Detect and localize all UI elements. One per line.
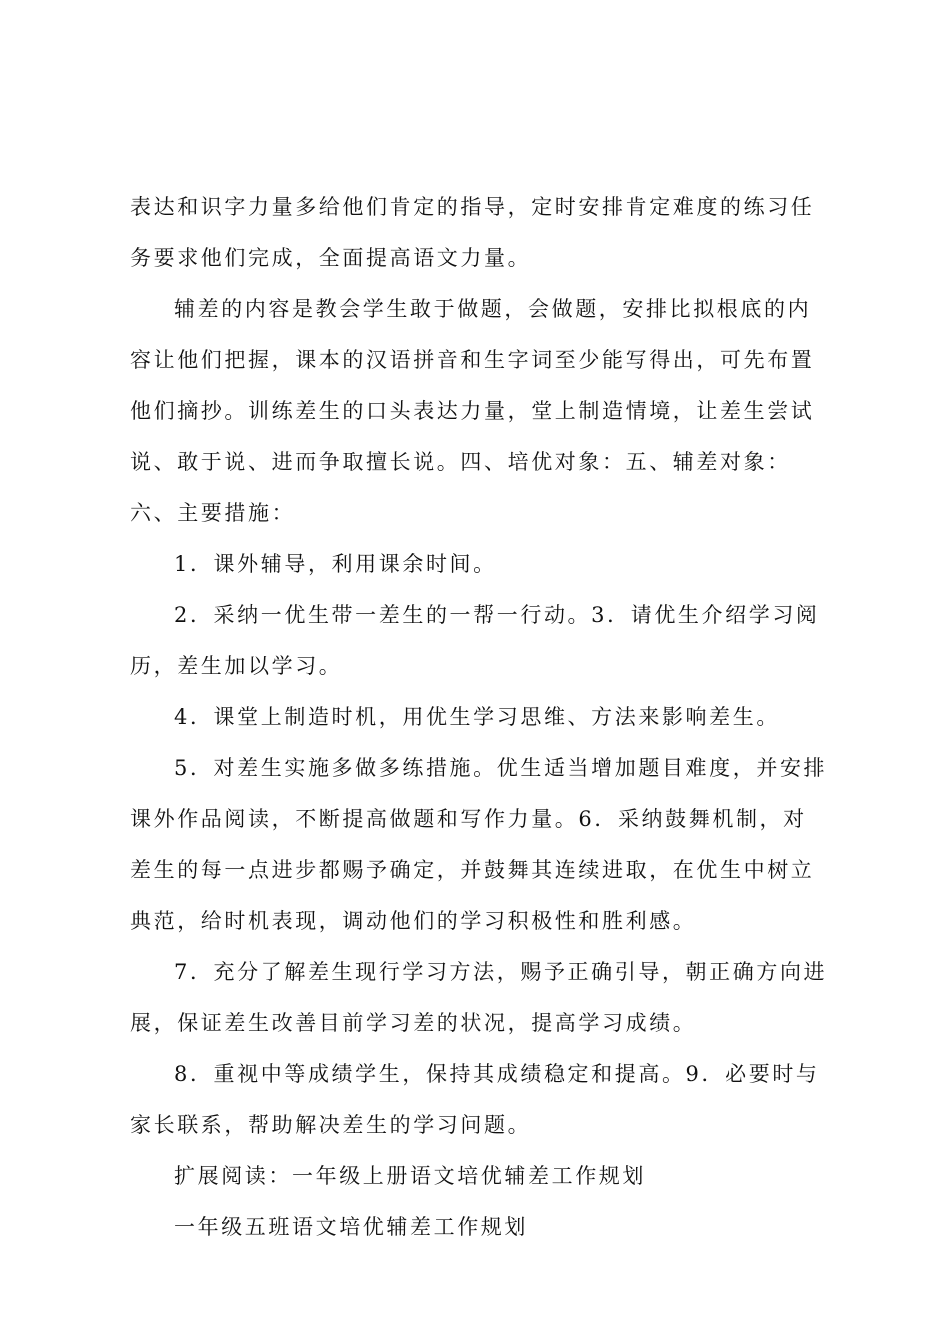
- paragraph-3: 1．课外辅导，利用课余时间。: [174, 552, 497, 576]
- paragraph-9: 扩展阅读：一年级上册语文培优辅差工作规划: [174, 1164, 646, 1188]
- paragraph-6: 5．对差生实施多做多练措施。优生适当增加题目难度，并安排课外作品阅读，不断提高做题和写作力量。6．采纳鼓舞机制，对差生的每一点进步都赐予确定，并鼓舞其连续进取，在优生中树立典范，给时机表现，调动他们的学习积极性和胜利感。: [130, 756, 828, 933]
- paragraph-5: 4．课堂上制造时机，用优生学习思维、方法来影响差生。: [174, 705, 780, 729]
- paragraph-8: 8．重视中等成绩学生，保持其成绩稳定和提高。9．必要时与家长联系，帮助解决差生的学习问题。: [130, 1062, 820, 1137]
- paragraph-2: 辅差的内容是教会学生敢于做题，会做题，安排比拟根底的内容让他们把握，课本的汉语拼音和生字词至少能写得出，可先布置他们摘抄。训练差生的口头表达力量，堂上制造情境，让差生尝试说、敢于说、进而争取擅长说。四、培优对象：五、辅差对象：六、主要措施：: [130, 297, 815, 525]
- paragraph-4: 2．采纳一优生带一差生的一帮一行动。3．请优生介绍学习阅历，差生加以学习。: [130, 603, 820, 678]
- document-body: [130, 182, 830, 1253]
- paragraph-10: 一年级五班语文培优辅差工作规划: [174, 1215, 528, 1239]
- paragraph-1: 表达和识字力量多给他们肯定的指导，定时安排肯定难度的练习任务要求他们完成，全面提高语文力量。: [130, 195, 815, 270]
- paragraph-7: 7．充分了解差生现行学习方法，赐予正确引导，朝正确方向进展，保证差生改善目前学习差的状况，提高学习成绩。: [130, 960, 828, 1035]
